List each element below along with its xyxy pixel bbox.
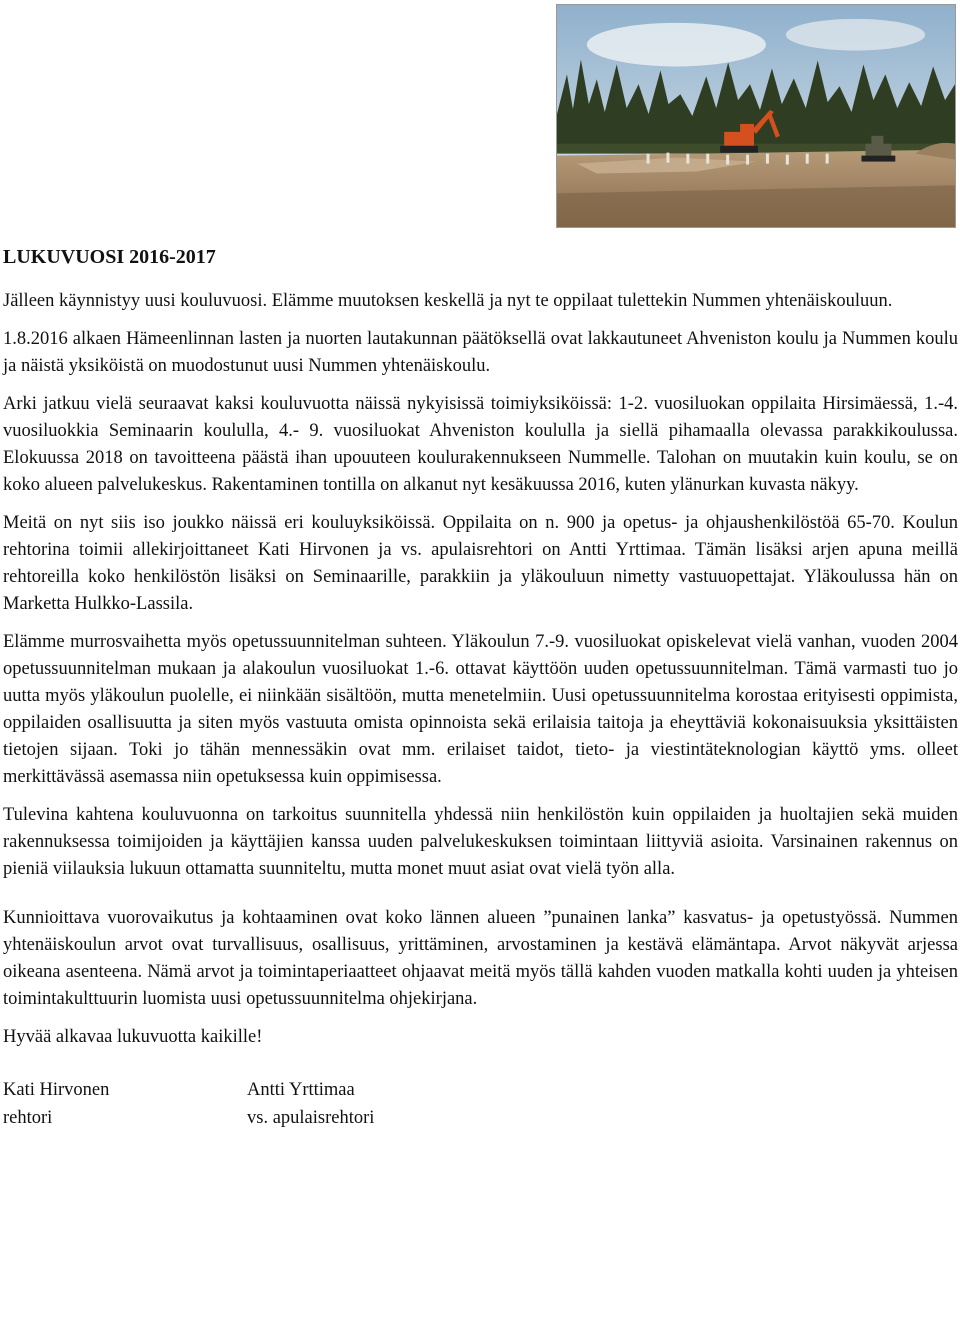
construction-site-photo	[556, 4, 956, 228]
paragraph: Kunnioittava vuorovaikutus ja kohtaaminen ovat koko lännen alueen ”punainen lanka” kasvatus- ja opetustyössä. Nummen yhtenäiskoulun arvot ovat turvallisuus, osallisuus, yrittäminen, arvostaminen ja kestävä elämäntapa. Arvot näkyvät arjessa oikeana asenteena. Nämä arvot ja toimintaperiaatteet ohjaavat meitä myös tällä kahden vuoden matkalla kohti uuden ja yhteisen toimintakulttuurin luomista uusi opetussuunnitelma ohjekirjana.	[3, 908, 958, 1009]
signature-role: rehtori	[3, 1108, 53, 1128]
paragraph: 1.8.2016 alkaen Hämeenlinnan lasten ja nuorten lautakunnan päätöksellä ovat lakkautuneet Ahveniston koulu ja Nummen koulu ja näistä yksiköistä on muodostunut uusi Nummen yhtenäiskoulu.	[3, 329, 958, 376]
signature-name: Antti Yrttimaa	[247, 1080, 355, 1100]
signature-role: vs. apulaisrehtori	[247, 1108, 375, 1128]
signatures	[3, 1076, 958, 1132]
closing-greeting: Hyvää alkavaa lukuvuotta kaikille!	[3, 1027, 263, 1047]
signature-principal	[3, 1076, 247, 1132]
paragraph: Jälleen käynnistyy uusi kouluvuosi. Elämme muutoksen keskellä ja nyt te oppilaat tulettekin Nummen yhtenäiskouluun.	[3, 291, 893, 311]
article-body	[3, 288, 958, 1132]
paragraph: Meitä on nyt siis iso joukko näissä eri kouluyksiköissä. Oppilaita on n. 900 ja opetus- ja ohjaushenkilöstöä 65-70. Koulun rehtorina toimii allekirjoittaneet Kati Hirvonen ja vs. apulaisrehtori on Antti Yrttimaa. Tämän lisäksi arjen apuna meillä rehtoreilla koko henkilöstön lisäksi on Seminaarille, parakkiin ja yläkouluun nimetty vastuuopettajat. Yläkoulussa hän on Marketta Hulkko-Lassila.	[3, 513, 958, 614]
paragraph: Elämme murrosvaihetta myös opetussuunnitelman suhteen. Yläkoulun 7.-9. vuosiluokat opiskelevat vielä vanhan, vuoden 2004 opetussuunnitelman mukaan ja alakoulun vuosiluokat 1.-6. ottavat käyttöön uuden opetussuunnitelman. Tämä varmasti tuo jo uutta myös yläkoulun puolelle, ei niinkään sisältöön, mutta menetelmiin. Uusi opetussuunnitelma korostaa erityisesti oppimista, oppilaiden osallisuutta ja siten myös vastuuta omista opinnoista sekä erilaisia taitoja ja eheyttäviä kokonaisuuksia yksittäisten tietojen sijaan. Toki jo tähän mennessäkin ovat mm. erilaiset taidot, tieto- ja viestintäteknologian käyttö yms. olleet merkittävässä asemassa niin opetuksessa kuin oppimisessa.	[3, 632, 958, 787]
paragraph: Tulevina kahtena kouluvuonna on tarkoitus suunnitella yhdessä niin henkilöstön kuin oppilaiden ja huoltajien sekä muiden rakennuksessa toimijoiden ja käyttäjien kanssa uuden palvelukeskuksen toimintaan liittyviä asioita. Varsinainen rakennus on pieniä viilauksia lukuun ottamatta suunniteltu, mutta monet muut asiat ovat vielä työn alla.	[3, 805, 958, 879]
page-title: LUKUVUOSI 2016-2017	[3, 246, 216, 268]
signature-vice-principal	[247, 1076, 491, 1132]
signature-name: Kati Hirvonen	[3, 1080, 110, 1100]
paragraph: Arki jatkuu vielä seuraavat kaksi kouluvuotta näissä nykyisissä toimiyksiköissä: 1-2. vuosiluokan oppilaita Hirsimäessä, 1.-4. vuosiluokkia Seminaarin koululla, 4.- 9. vuosiluokat Ahveniston koululla ja siellä pihamaalla olevassa parakkikoulussa. Elokuussa 2018 on tavoitteena päästä ihan upouuteen koulurakennukseen Nummelle. Talohan on muutakin kuin koulu, se on koko alueen palvelukeskus. Rakentaminen tontilla on alkanut nyt kesäkuussa 2016, kuten ylänurkan kuvasta näkyy.	[3, 394, 958, 495]
